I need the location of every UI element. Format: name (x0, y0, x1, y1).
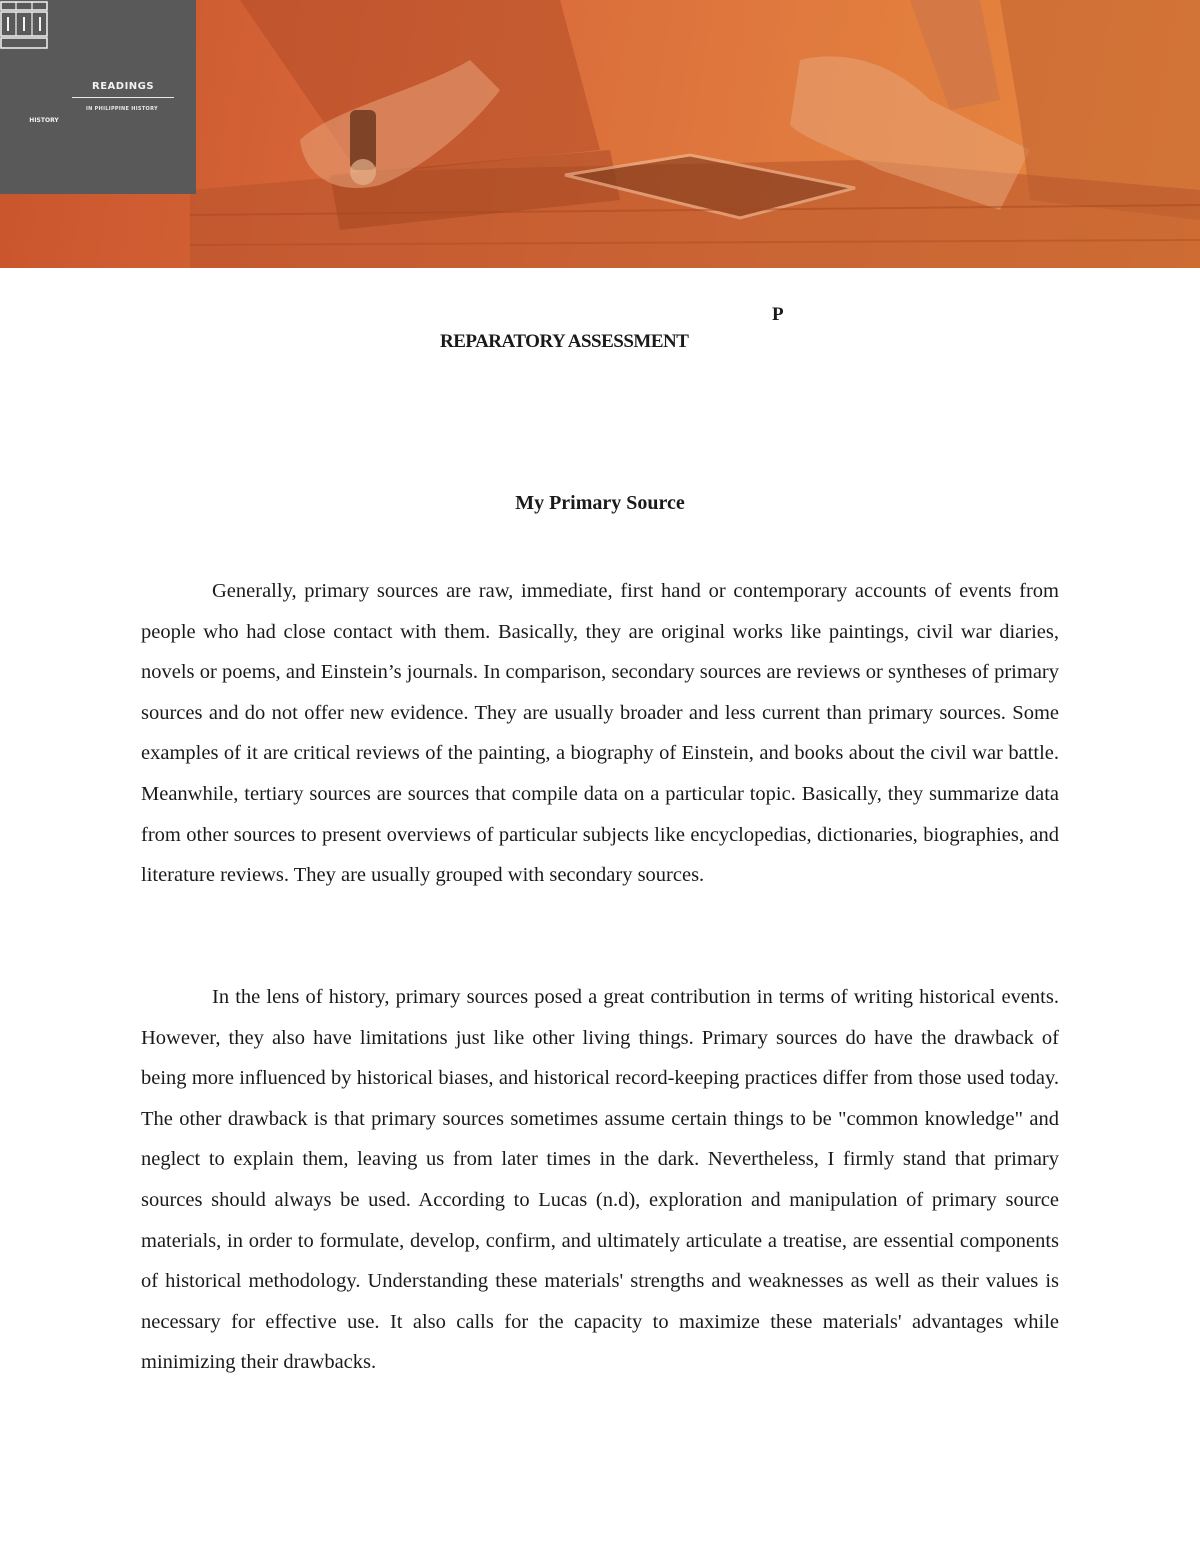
history-emblem-icon (0, 0, 48, 50)
logo-emblem-label: HISTORY (29, 117, 59, 124)
logo-box (0, 0, 196, 194)
section-title: My Primary Source (515, 492, 685, 514)
logo-subtitle: IN PHILIPPINE HISTORY (86, 106, 158, 112)
header-banner (0, 0, 1200, 268)
paragraph-2: In the lens of history, primary sources posed a great contribution in terms of writing historical events. However, they also have limitations just like other living things. Primary sources do have the drawback of being more influenced by historical biases, and historical record-keeping practices differ from those used today. The other drawback is that primary sources sometimes assume certain things to be "common knowledge" and neglect to explain them, leaving us from later times in the dark. Nevertheless, I firmly stand that primary sources should always be used. According to Lucas (n.d), exploration and manipulation of primary source materials, in order to formulate, develop, confirm, and ultimately articulate a treatise, are essential components of historical methodology. Understanding these materials' strengths and weaknesses as well as their values is necessary for effective use. It also calls for the capacity to maximize these materials' advantages while minimizing their drawbacks. (141, 986, 1059, 1374)
logo-title: READINGS (92, 81, 155, 92)
page-title: REPARATORY ASSESSMENT (440, 331, 689, 352)
logo-divider (72, 97, 174, 98)
paragraph-1: Generally, primary sources are raw, immediate, first hand or contemporary accounts of events from people who had close contact with them. Basically, they are original works like paintings, civil war diaries, novels or poems, and Einstein’s journals. In comparison, secondary sources are reviews or syntheses of primary sources and do not offer new evidence. They are usually broader and less current than primary sources. Some examples of it are critical reviews of the painting, a biography of Einstein, and books about the civil war battle. Meanwhile, tertiary sources are sources that compile data on a particular topic. Basically, they summarize data from other sources to present overviews of particular subjects like encyclopedias, dictionaries, biographies, and literature reviews. They are usually grouped with secondary sources. (141, 580, 1059, 887)
heading-raised-letter: P (772, 304, 784, 325)
